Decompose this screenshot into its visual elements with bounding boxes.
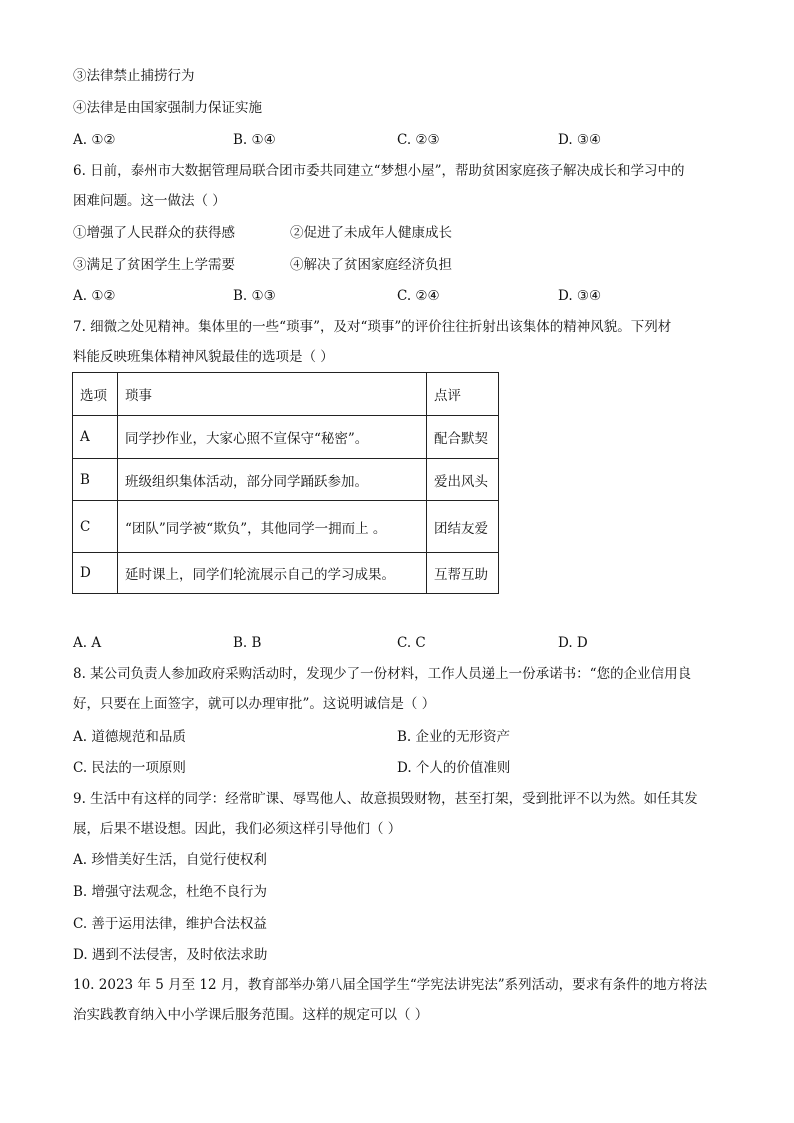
q8-option-c: C. 民法的一项原则 — [73, 760, 186, 776]
q9-stem-line-1: 9. 生活中有这样的同学：经常旷课、辱骂他人、故意损毁财物，甚至打架，受到批评不以为然。如任其发 — [73, 791, 698, 807]
q8-option-a: A. 道德规范和品质 — [73, 729, 186, 745]
q7-cell-matter: “团队”同学被“欺负”，其他同学一拥而上 。 — [118, 501, 427, 553]
q7-table-header-row — [73, 373, 499, 416]
q6-item-3: ③满足了贫困学生上学需要 — [73, 257, 235, 273]
q6-option-a: A. ①② — [73, 288, 116, 304]
q7-table — [72, 372, 499, 594]
q7-option-b: B. B — [233, 635, 262, 651]
q7-cell-option: B — [73, 459, 118, 501]
q7-cell-option: C — [73, 501, 118, 553]
q5-option-d: D. ③④ — [558, 132, 602, 148]
q8-stem-line-2: 好，只要在上面签字，就可以办理审批”。这说明诚信是（ ） — [73, 696, 436, 712]
q10-stem-line-1: 10. 2023 年 5 月至 12 月，教育部举办第八届全国学生“学宪法讲宪法”系列活动，要求有条件的地方将法 — [73, 977, 708, 993]
q7-header-matter: 琐事 — [118, 373, 427, 416]
q10-stem-line-2: 治实践教育纳入中小学课后服务范围。这样的规定可以（ ） — [73, 1007, 429, 1023]
q5-option-c: C. ②③ — [397, 132, 440, 148]
q7-option-c: C. C — [397, 635, 426, 651]
q7-header-option: 选项 — [73, 373, 118, 416]
q9-option-c: C. 善于运用法律，维护合法权益 — [73, 916, 267, 932]
q6-stem-line-2: 困难问题。这一做法（ ） — [73, 193, 226, 209]
q7-cell-comment: 团结友爱 — [427, 501, 499, 553]
q8-option-b: B. 企业的无形资产 — [397, 729, 511, 745]
q5-item-4: ④法律是由国家强制力保证实施 — [73, 100, 262, 116]
q6-item-2: ②促进了未成年人健康成长 — [290, 225, 452, 241]
q5-option-a: A. ①② — [73, 132, 116, 148]
q7-cell-comment: 爱出风头 — [427, 459, 499, 501]
q7-cell-comment: 配合默契 — [427, 416, 499, 459]
q7-cell-option: A — [73, 416, 118, 459]
q8-option-d: D. 个人的价值准则 — [397, 760, 511, 776]
q6-stem-line-1: 6. 日前，泰州市大数据管理局联合团市委共同建立“梦想小屋”，帮助贫困家庭孩子解决成长和学习中的 — [73, 163, 685, 179]
q9-option-b: B. 增强守法观念，杜绝不良行为 — [73, 884, 268, 900]
table-row — [73, 459, 499, 501]
q7-option-d: D. D — [558, 635, 588, 651]
q7-cell-comment: 互帮互助 — [427, 553, 499, 594]
q7-cell-matter: 班级组织集体活动，部分同学踊跃参加。 — [118, 459, 427, 501]
table-row — [73, 501, 499, 553]
q6-option-d: D. ③④ — [558, 288, 602, 304]
q7-cell-matter: 同学抄作业，大家心照不宣保守“秘密”。 — [118, 416, 427, 459]
q9-stem-line-2: 展，后果不堪设想。因此，我们必须这样引导他们（ ） — [73, 821, 402, 837]
q6-item-4: ④解决了贫困家庭经济负担 — [290, 257, 452, 273]
q7-stem-line-1: 7. 细微之处见精神。集体里的一些“琐事”，及对“琐事”的评价往往折射出该集体的精神风貌。下列材 — [73, 319, 672, 335]
q8-stem-line-1: 8. 某公司负责人参加政府采购活动时，发现少了一份材料，工作人员递上一份承诺书：“您的企业信用良 — [73, 666, 692, 682]
table-row — [73, 553, 499, 594]
q7-header-comment: 点评 — [427, 373, 499, 416]
q6-item-1: ①增强了人民群众的获得感 — [73, 225, 235, 241]
q9-option-d: D. 遇到不法侵害，及时依法求助 — [73, 947, 268, 963]
q9-option-a: A. 珍惜美好生活，自觉行使权利 — [73, 852, 267, 868]
q5-option-b: B. ①④ — [233, 132, 276, 148]
q5-item-3: ③法律禁止捕捞行为 — [73, 68, 195, 84]
q7-cell-matter: 延时课上，同学们轮流展示自己的学习成果。 — [118, 553, 427, 594]
q7-cell-option: D — [73, 553, 118, 594]
table-row — [73, 416, 499, 459]
q6-option-c: C. ②④ — [397, 288, 440, 304]
q7-stem-line-2: 料能反映班集体精神风貌最佳的选项是（ ） — [73, 349, 334, 365]
q7-option-a: A. A — [73, 635, 102, 651]
q6-option-b: B. ①③ — [233, 288, 276, 304]
